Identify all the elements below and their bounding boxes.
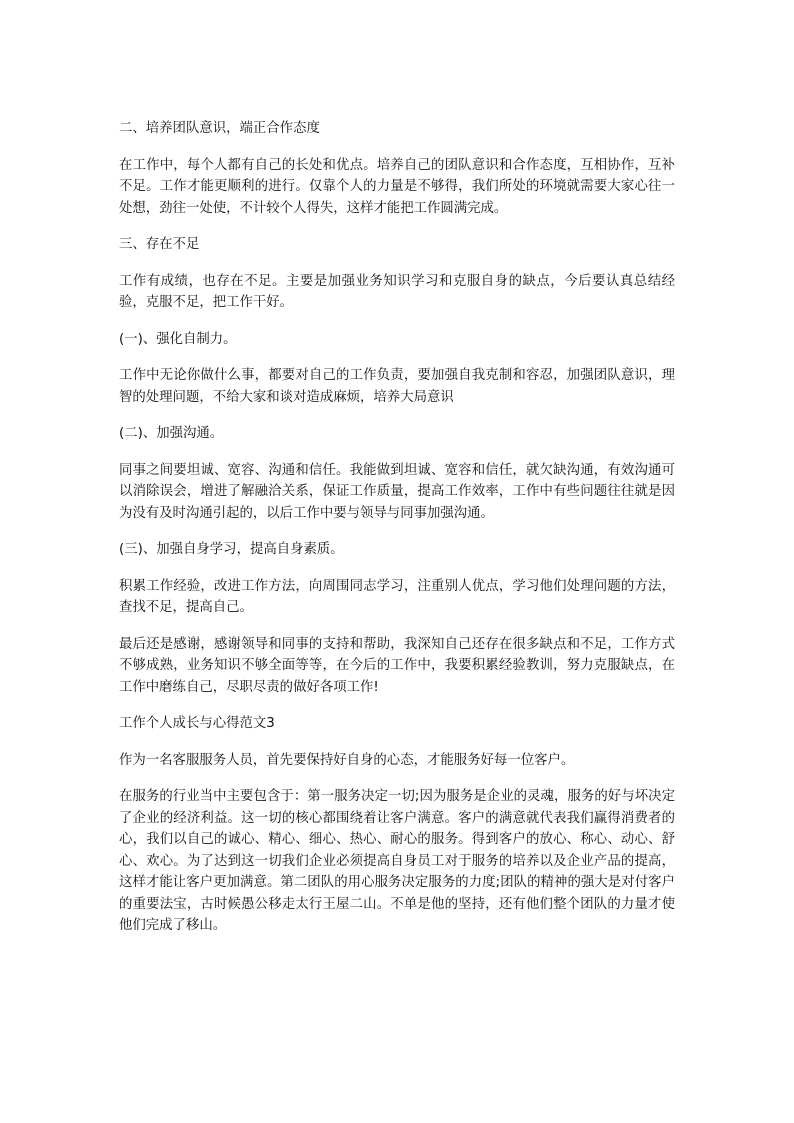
essay-title-3: 工作个人成长与心得范文3 xyxy=(119,716,275,731)
paragraph-closing-thanks: 最后还是感谢，感谢领导和同事的支持和帮助，我深知自己还存在很多缺点和不足，工作方式不够成熟，业务知识不够全面等等，在今后的工作中，我要积累经验教训，努力克服缺点，在工作中磨练自己，尽职尽责的做好各项工作! xyxy=(119,636,675,695)
paragraph-teamwork: 在工作中，每个人都有自己的长处和优点。培养自己的团队意识和合作态度，互相协作，互补不足。工作才能更顺利的进行。仅靠个人的力量是不够得，我们所处的环境就需要大家心往一处想，劲往一处使，不计较个人得失，这样才能把工作圆满完成。 xyxy=(119,157,675,216)
subheading-self-discipline: (一)、强化自制力。 xyxy=(119,331,237,347)
section-heading-shortcomings: 三、存在不足 xyxy=(119,237,200,252)
paragraph-self-discipline: 工作中无论你做什么事，都要对自己的工作负责，要加强自我克制和容忍，加强团队意识，理智的处理问题，不给大家和谈对造成麻烦，培养大局意识 xyxy=(119,368,675,405)
paragraph-communication: 同事之间要坦诚、宽容、沟通和信任。我能做到坦诚、宽容和信任，就欠缺沟通，有效沟通可以消除误会，增进了解融洽关系，保证工作质量，提高工作效率，工作中有些问题往往就是因为没有及时沟通引起的，以后工作中要与领导与同事加强沟通。 xyxy=(119,462,675,521)
paragraph-service-industry: 在服务的行业当中主要包含于：第一服务决定一切;因为服务是企业的灵魂，服务的好与坏决定了企业的经济利益。这一切的核心都围绕着让客户满意。客户的满意就代表我们赢得消费者的心，我们以自己的诚心、精心、细心、热心、耐心的服务。得到客户的放心、称心、动心、舒心、欢心。为了达到这一切我们企业必须提高自身员工对于服务的培养以及企业产品的提高，这样才能让客户更加满意。第二团队的用心服务决定服务的力度;团队的精神的强大是对付客户的重要法宝，古时候愚公移走太行王屋二山。不单是他的坚持，还有他们整个团队的力量才使他们完成了移山。 xyxy=(119,789,675,933)
section-heading-teamwork: 二、培养团队意识，端正合作态度 xyxy=(119,121,320,136)
document-page xyxy=(119,118,675,952)
paragraph-customer-service-intro: 作为一名客服服务人员，首先要保持好自身的心态，才能服务好每一位客户。 xyxy=(119,752,575,768)
subheading-self-learning: (三)、加强自身学习，提高自身素质。 xyxy=(119,542,344,557)
subheading-communication: (二)、加强沟通。 xyxy=(119,426,224,441)
paragraph-self-learning: 积累工作经验，改进工作方法，向周围同志学习，注重别人优点，学习他们处理问题的方法，查找不足，提高自己。 xyxy=(119,578,675,615)
paragraph-shortcomings: 工作有成绩，也存在不足。主要是加强业务知识学习和克服自身的缺点，今后要认真总结经验，克服不足，把工作干好。 xyxy=(119,273,675,310)
